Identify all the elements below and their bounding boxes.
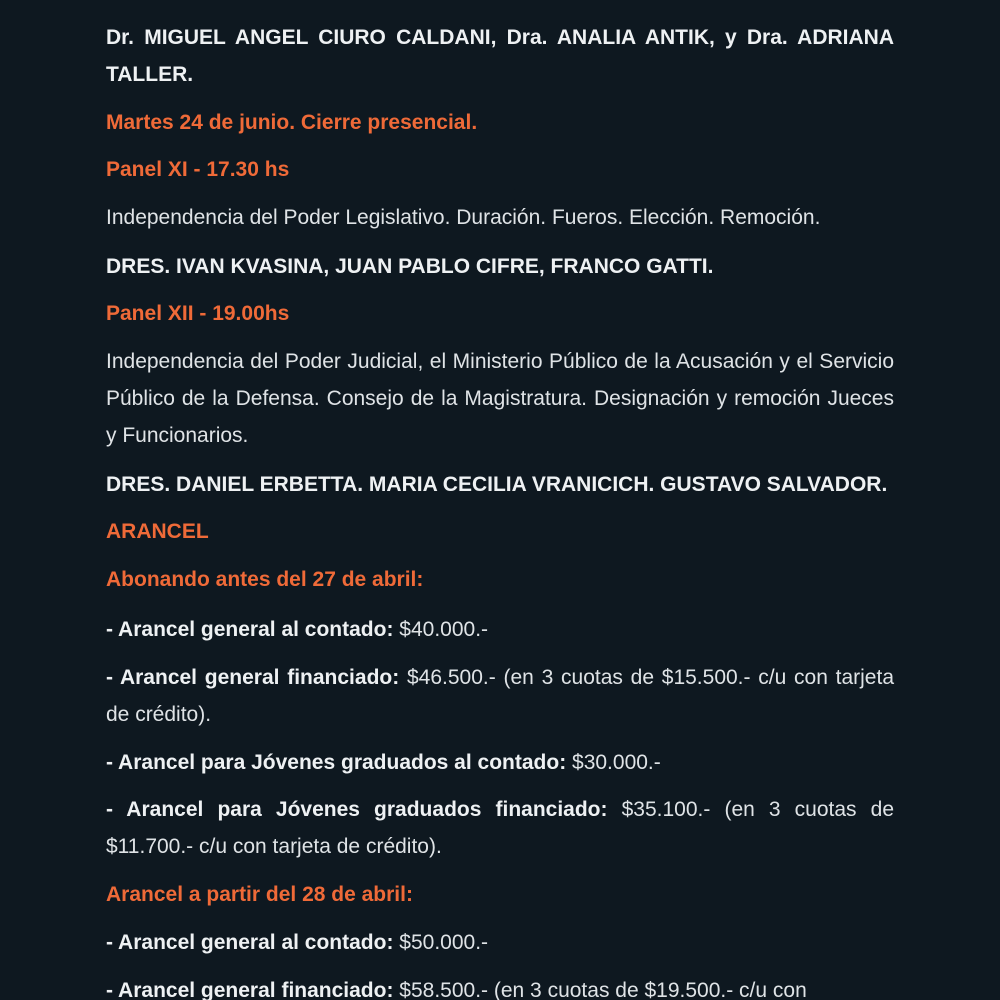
panel-xii-speakers: DRES. DANIEL ERBETTA. MARIA CECILIA VRANICICH. GUSTAVO SALVADOR. [106,473,888,496]
fee-before-heading: Abonando antes del 27 de abril: [106,568,424,591]
fee-item [106,659,894,733]
fee-label: - Arancel general financiado: [106,666,400,689]
fee-item [106,611,894,648]
panel-xi-title: Panel XI - 17.30 hs [106,158,290,181]
panel-xi-speakers: DRES. IVAN KVASINA, JUAN PABLO CIFRE, FRANCO GATTI. [106,255,714,278]
fee-after-heading: Arancel a partir del 28 de abril: [106,883,413,906]
fee-value: $58.500.- (en 3 cuotas de $19.500.- c/u con [393,979,807,1000]
panel-x-speakers: Dr. MIGUEL ANGEL CIURO CALDANI, Dra. ANALIA ANTIK, y Dra. ADRIANA TALLER. [106,26,894,86]
fee-label: - Arancel general financiado: [106,979,394,1000]
fee-item [106,924,894,961]
fee-label: - Arancel para Jóvenes graduados financiado: [106,798,608,821]
fee-label: - Arancel general al contado: [106,618,394,641]
panel-xii-title: Panel XII - 19.00hs [106,302,290,325]
fee-value: $50.000.- [393,931,489,954]
fee-label: - Arancel general al contado: [106,931,394,954]
fee-value: $30.000.- [566,751,661,774]
panel-xi-topic: Independencia del Poder Legislativo. Duración. Fueros. Elección. Remoción. [106,206,821,229]
fee-item [106,744,894,781]
fee-heading: ARANCEL [106,520,209,543]
fee-value: $46.500.- (en 3 cuotas de $15.500.- c/u con tarjeta de crédito). [106,666,895,726]
fee-label: - Arancel para Jóvenes graduados al contado: [106,751,567,774]
fee-item [106,972,894,1000]
fee-value: $35.100.- (en 3 cuotas de $11.700.- c/u con tarjeta de crédito). [106,798,895,858]
panel-xii-topic: Independencia del Poder Judicial, el Ministerio Público de la Acusación y el Servicio Público de la Defensa. Consejo de la Magistratura. Designación y remoción Jueces y Funcionarios. [106,350,894,447]
closing-day-heading: Martes 24 de junio. Cierre presencial. [106,111,478,134]
fee-value: $40.000.- [393,618,489,641]
fee-item [106,791,894,865]
